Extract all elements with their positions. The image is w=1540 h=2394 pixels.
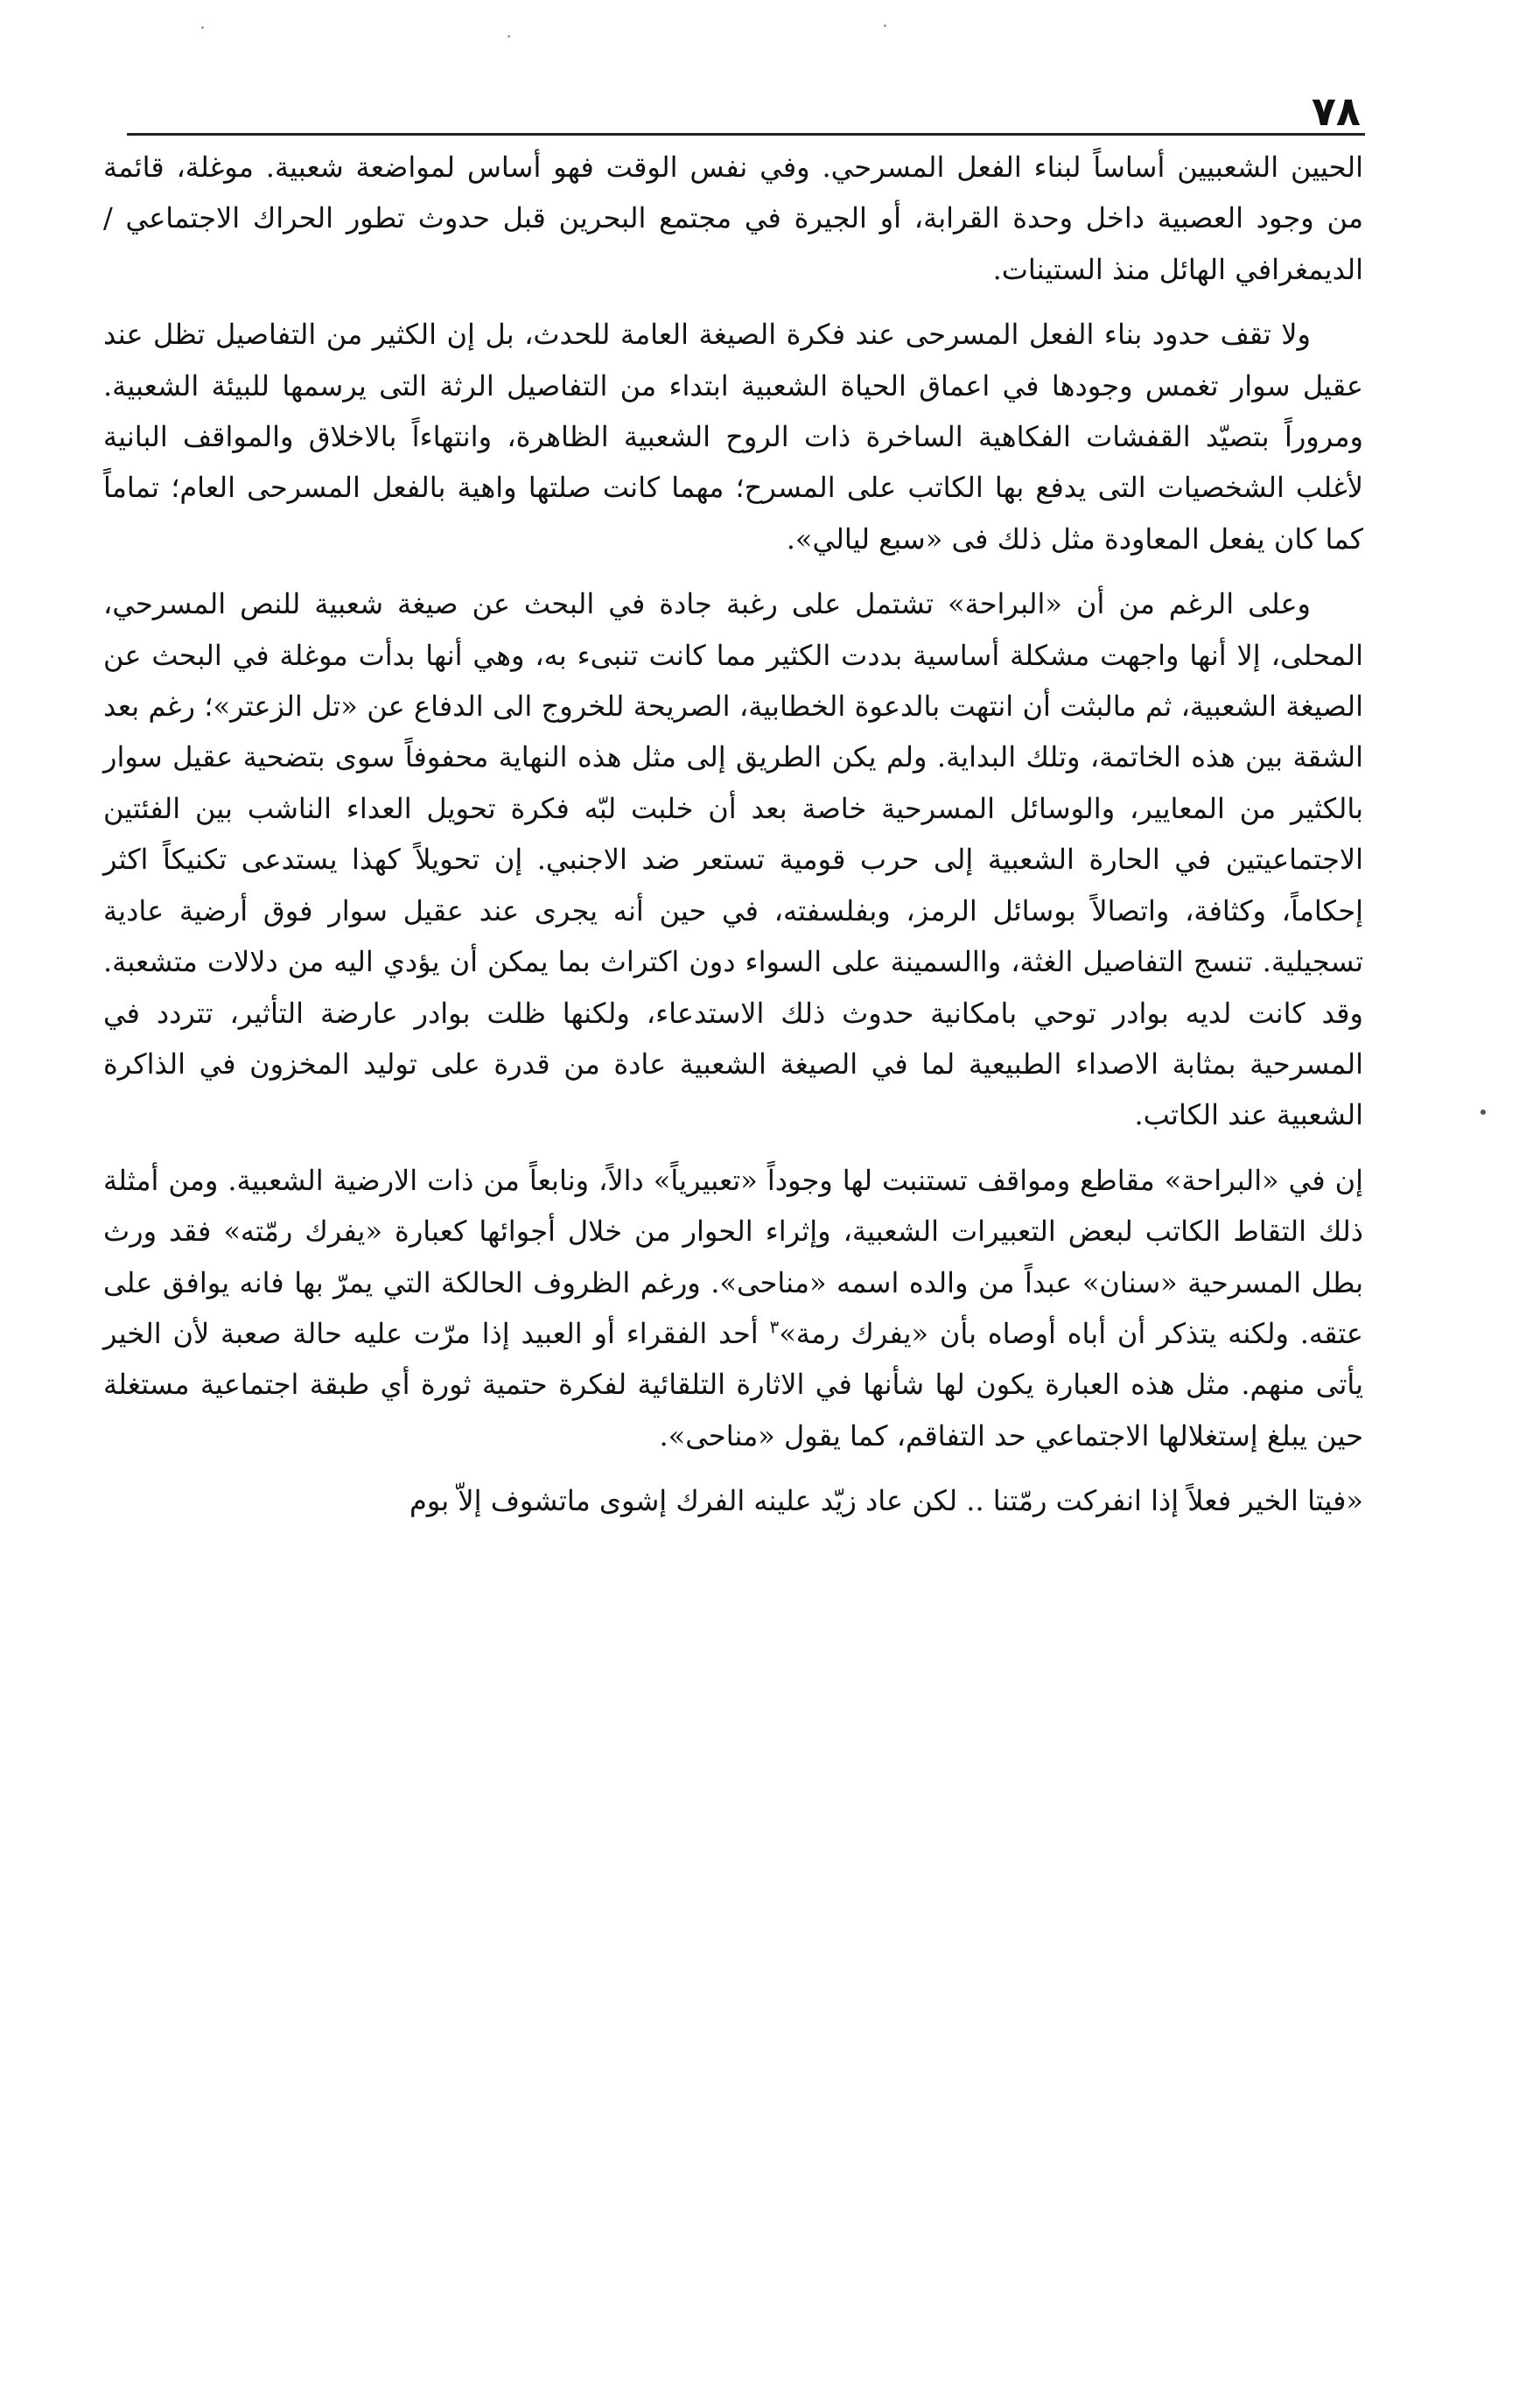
- page-number: ٧٨: [1311, 88, 1361, 135]
- paragraph-1: الحيين الشعبيين أساساً لبناء الفعل المسرحي. وفي نفس الوقت فهو أساس لمواضعة شعبية. موغلة، قائمة من وجود العصبية داخل وحدة القرابة، أو الجيرة في مجتمع البحرين قبل حدوث تطور الحراك الاجتماعي / الديمغرافي الهائل منذ الستينات.: [103, 150, 1364, 286]
- paragraph-2: ولا تقف حدود بناء الفعل المسرحى عند فكرة الصيغة العامة للحدث، بل إن الكثير من التفاصيل تظل عند عقيل سوار تغمس وجودها في اعماق الحياة الشعبية ابتداء من التفاصيل الرثة التى يرسمها للبيئة الشعبية. ومروراً بتصيّد القفشات الفكاهية الساخرة ذات الروح الشعبية الظاهرة، وانتهاءاً بالاخلاق والمواقف البانية لأغلب الشخصيات التى يدفع بها الكاتب على المسرح؛ مهما كانت صلتها واهية بالفعل المسرحى العام؛ تماماً كما كان يفعل المعاودة مثل ذلك فى «سبع ليالي».: [103, 318, 1363, 556]
- paragraph-3: وعلى الرغم من أن «البراحة» تشتمل على رغبة جادة في البحث عن صيغة شعبية للنص المسرحي، المحلى، إلا أنها واجهت مشكلة أساسية بددت الكثير مما كانت تنبىء به، وهي أنها بدأت موغلة في البحث عن الصيغة الشعبية، ثم مالبثت أن انتهت بالدعوة الخطابية، الصريحة للخروج الى الدفاع عن «تل الزعتر»؛ رغم بعد الشقة بين هذه الخاتمة، وتلك البداية. ولم يكن الطريق إلى مثل هذه النهاية محفوفاً سوى بتضحية عقيل سوار بالكثير من المعايير، والوسائل المسرحية خاصة بعد أن خلبت لبّه فكرة تحويل العداء الناشب بين الفئتين الاجتماعيتين في الحارة الشعبية إلى حرب قومية تستعر ضد الاجنبي. إن تحويلاً كهذا يستدعى تكنيكاً اكثر إحكاماً، وكثافة، واتصالاً بوسائل الرمز، وبفلسفته، في حين أنه يجرى عند عقيل سوار فوق أرضية عادية تسجيلية. تنسج التفاصيل الغثة، واالسمينة على السواء دون اكتراث بما يمكن أن يؤدي اليه من دلالات متشعبة. وقد كانت لديه بوادر توحي بامكانية حدوث ذلك الاستدعاء، ولكنها ظلت بوادر عارضة التأثير، تتردد في المسرحية بمثابة الاصداء الطبيعية لما في الصيغة الشعبية عادة من قدرة على توليد المخزون في الذاكرة الشعبية عند الكاتب.: [103, 587, 1364, 1132]
- quoted-dialogue: «فيتا الخير فعلاً إذا انفركت رمّتنا .. لكن عاد زيّد علينه الفرك إشوى ماتشوف إلاّ بوم: [409, 1484, 1363, 1518]
- scan-speck: [884, 24, 886, 27]
- paragraph-4-continuation: أحد الفقراء أو العبيد إذا مرّت عليه حالة صعبة لأن الخير يأتى منهم. مثل هذه العبارة يكون لها شأنها في الاثارة التلقائية لفكرة حتمية ثورة أي طبقة اجتماعية مستغلة حين يبلغ إستغلالها الاجتماعي حد التفاقم، كما يقول «مناحى».: [103, 1316, 1363, 1452]
- scan-speck: [201, 26, 204, 29]
- paragraph-4-text: إن في «البراحة» مقاطع ومواقف تستنبت لها وجوداً «تعبيرياً» دالاً، ونابعاً من ذات الارضية الشعبية. ومن أمثلة ذلك التقاط الكاتب لبعض التعبيرات الشعبية، وإثراء الحوار من خلال أجوائها كعبارة «يفرك رمّته» فقد ورث بطل المسرحية «سنان» عبداً من والده اسمه «مناحى». ورغم الظروف الحالكة التي يمرّ بها فانه يوافق على عتقه. ولكنه يتذكر أن أباه أوصاه بأن «يفرك رمة»: [103, 1163, 1364, 1350]
- scan-speck: [508, 35, 510, 38]
- body-text: [103, 142, 1363, 1541]
- footnote-marker: ٣: [769, 1316, 780, 1338]
- header-rule: [127, 133, 1365, 136]
- paragraph-4: [103, 1155, 1363, 1461]
- margin-mark: [1480, 1110, 1486, 1115]
